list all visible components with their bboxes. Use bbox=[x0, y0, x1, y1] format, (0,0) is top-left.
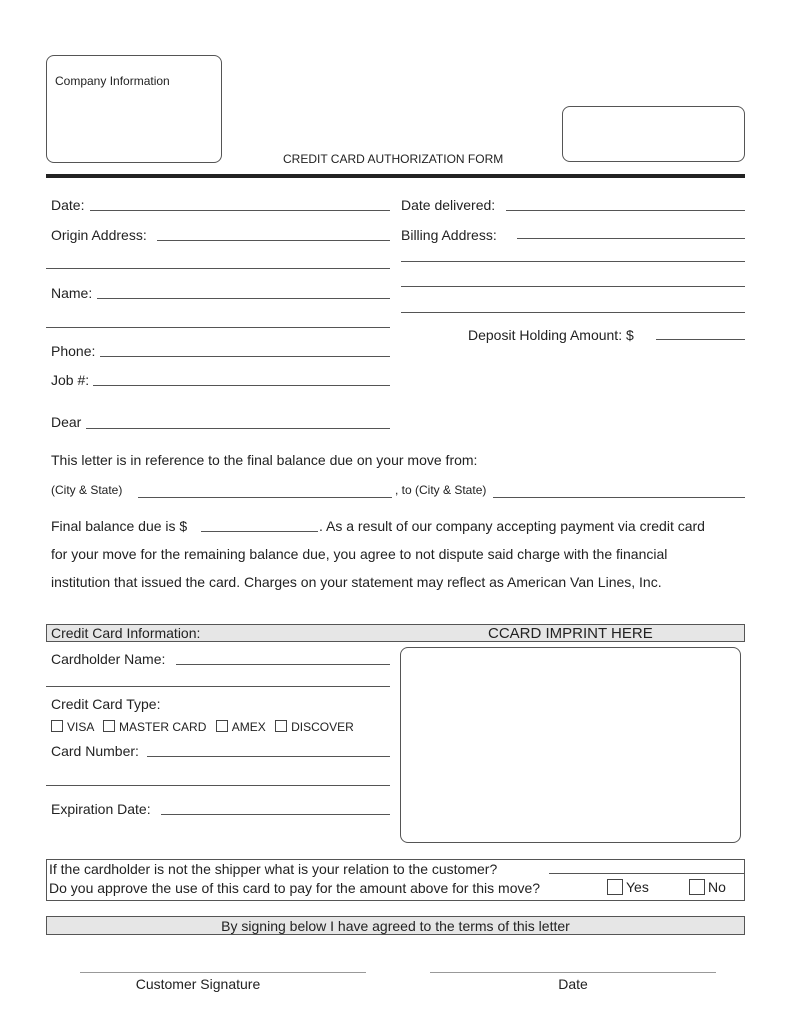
card-imprint-box[interactable] bbox=[400, 647, 741, 843]
discover-checkbox[interactable] bbox=[275, 720, 287, 732]
yes-option[interactable]: Yes bbox=[607, 879, 649, 895]
no-option[interactable]: No bbox=[689, 879, 726, 895]
card-number-field[interactable] bbox=[147, 756, 390, 757]
signature-date-line[interactable] bbox=[430, 972, 716, 973]
date-delivered-field[interactable] bbox=[506, 210, 745, 211]
customer-signature-line[interactable] bbox=[80, 972, 366, 973]
relation-field[interactable] bbox=[549, 873, 745, 874]
name-label: Name: bbox=[51, 285, 93, 301]
city-state-to-field[interactable] bbox=[493, 497, 745, 498]
billing-address-field[interactable] bbox=[517, 238, 745, 239]
card-type-label: Credit Card Type: bbox=[51, 696, 161, 712]
mastercard-checkbox[interactable] bbox=[103, 720, 115, 732]
phone-field[interactable] bbox=[100, 356, 390, 357]
discover-option[interactable]: DISCOVER bbox=[275, 720, 354, 734]
billing-address-field-3[interactable] bbox=[401, 286, 745, 287]
logo-box bbox=[562, 106, 745, 162]
deposit-holding-label: Deposit Holding Amount: $ bbox=[468, 327, 634, 343]
company-info-box[interactable] bbox=[46, 55, 222, 163]
form-title: CREDIT CARD AUTHORIZATION FORM bbox=[283, 152, 504, 166]
visa-option[interactable]: VISA bbox=[51, 720, 94, 734]
company-info-label: Company Information bbox=[55, 74, 170, 88]
header-divider bbox=[46, 174, 745, 178]
job-number-label: Job #: bbox=[51, 372, 90, 388]
date-label: Date: bbox=[51, 197, 85, 213]
name-field-2[interactable] bbox=[46, 327, 390, 328]
mastercard-option[interactable]: MASTER CARD bbox=[103, 720, 206, 734]
date-delivered-label: Date delivered: bbox=[401, 197, 496, 213]
city-state-from-field[interactable] bbox=[138, 497, 392, 498]
expiration-date-field[interactable] bbox=[161, 814, 390, 815]
billing-address-field-2[interactable] bbox=[401, 261, 745, 262]
deposit-holding-field[interactable] bbox=[656, 339, 745, 340]
phone-label: Phone: bbox=[51, 343, 96, 359]
billing-address-field-4[interactable] bbox=[401, 312, 745, 313]
credit-card-info-label: Credit Card Information: bbox=[51, 625, 201, 641]
card-number-field-2[interactable] bbox=[46, 785, 390, 786]
card-imprint-label: CCARD IMPRINT HERE bbox=[488, 625, 653, 642]
final-balance-prefix: Final balance due is $ bbox=[51, 518, 188, 534]
agreement-text: By signing below I have agreed to the terms of this letter bbox=[221, 918, 570, 934]
origin-address-label: Origin Address: bbox=[51, 227, 147, 243]
city-state-from-label: (City & State) bbox=[51, 483, 123, 497]
card-type-options bbox=[51, 720, 354, 734]
relation-question: If the cardholder is not the shipper what is your relation to the customer? bbox=[49, 861, 498, 877]
expiration-date-label: Expiration Date: bbox=[51, 801, 151, 817]
letter-line-2: for your move for the remaining balance due, you agree to not dispute said charge with the financial bbox=[51, 546, 668, 562]
no-checkbox[interactable] bbox=[689, 879, 705, 895]
final-balance-field[interactable] bbox=[201, 531, 318, 532]
letter-line-3: institution that issued the card. Charges on your statement may reflect as American Van Lines, Inc. bbox=[51, 574, 662, 590]
card-number-label: Card Number: bbox=[51, 743, 139, 759]
visa-checkbox[interactable] bbox=[51, 720, 63, 732]
yes-checkbox[interactable] bbox=[607, 879, 623, 895]
city-state-to-label: , to (City & State) bbox=[395, 483, 487, 497]
customer-signature-label: Customer Signature bbox=[135, 976, 261, 992]
amex-option[interactable]: AMEX bbox=[216, 720, 266, 734]
dear-label: Dear bbox=[51, 414, 82, 430]
cardholder-name-field-2[interactable] bbox=[46, 686, 390, 687]
final-balance-suffix: . As a result of our company accepting payment via credit card bbox=[319, 518, 705, 534]
amex-checkbox[interactable] bbox=[216, 720, 228, 732]
job-number-field[interactable] bbox=[93, 385, 390, 386]
date-field[interactable] bbox=[90, 210, 390, 211]
billing-address-label: Billing Address: bbox=[401, 227, 497, 243]
cardholder-name-field[interactable] bbox=[176, 664, 390, 665]
origin-address-field[interactable] bbox=[157, 240, 390, 241]
letter-intro: This letter is in reference to the final balance due on your move from: bbox=[51, 452, 478, 468]
signature-date-label: Date bbox=[558, 976, 588, 992]
dear-field[interactable] bbox=[86, 428, 390, 429]
approval-question: Do you approve the use of this card to pay for the amount above for this move? bbox=[49, 880, 541, 896]
origin-address-field-2[interactable] bbox=[46, 268, 390, 269]
cardholder-name-label: Cardholder Name: bbox=[51, 651, 166, 667]
name-field[interactable] bbox=[97, 298, 390, 299]
